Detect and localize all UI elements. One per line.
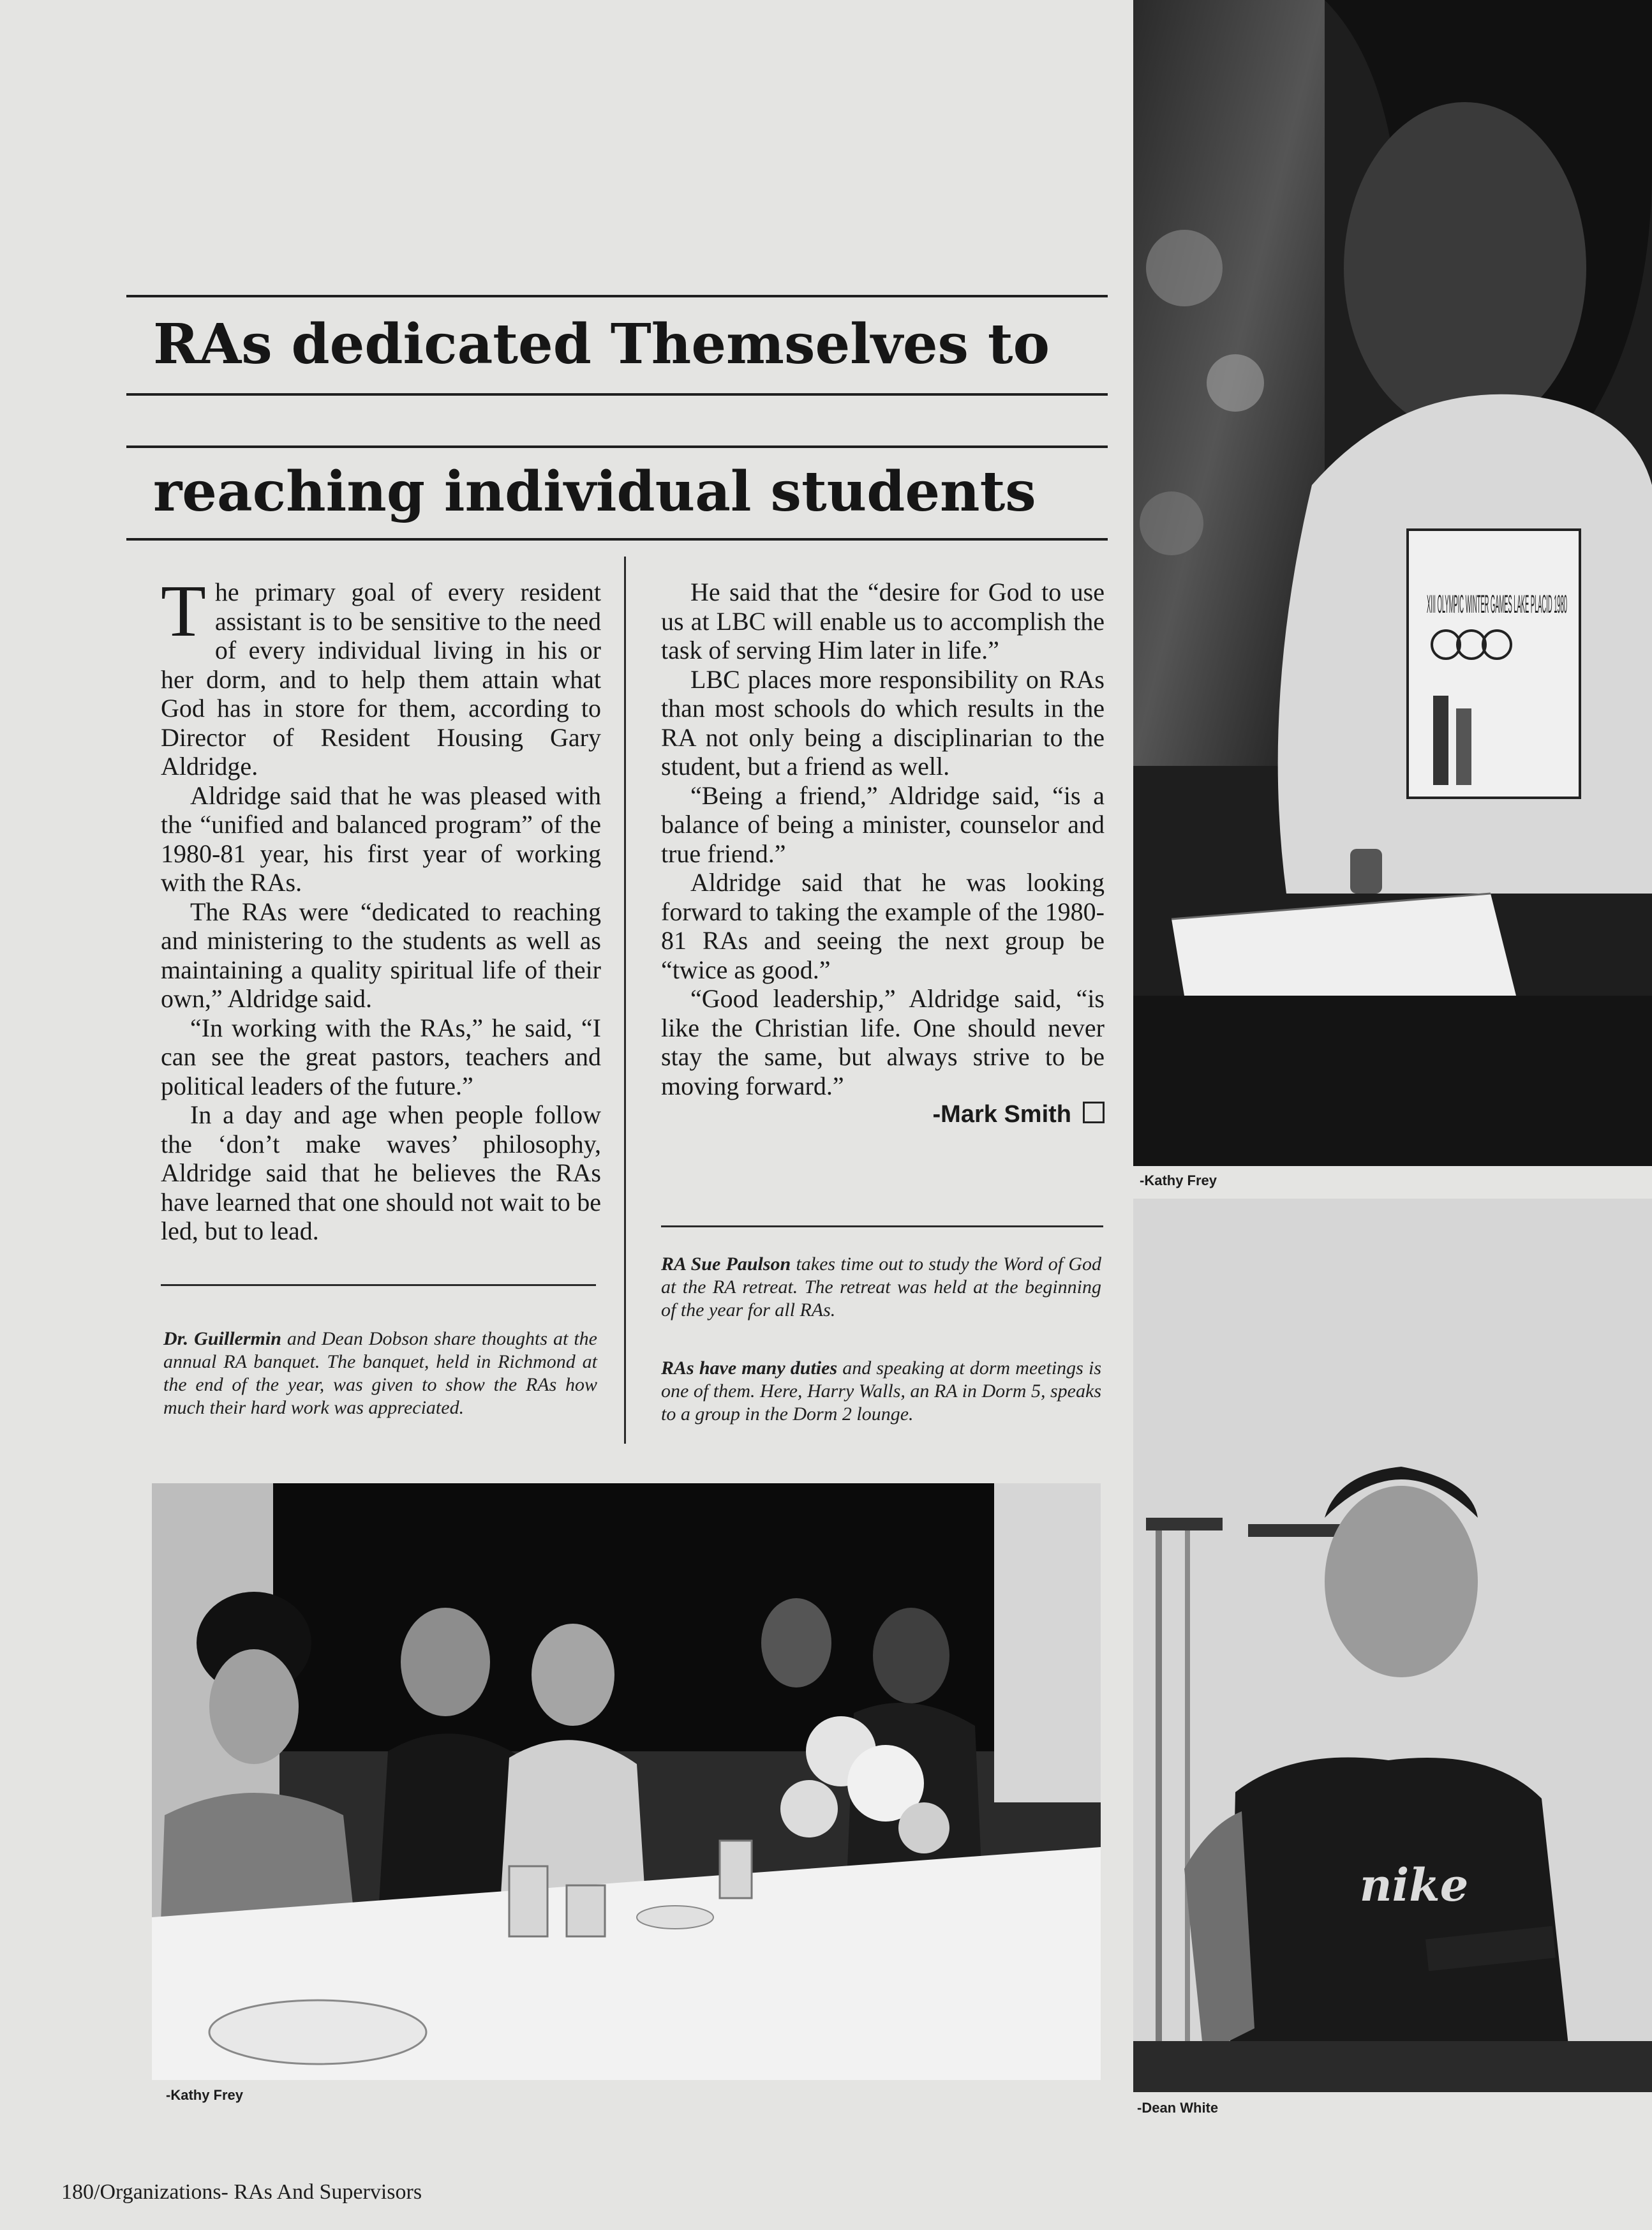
headline-rule-mid-1 (126, 393, 1108, 396)
caption-rule-right (661, 1225, 1103, 1227)
article-paragraph: Aldridge said that he was looking forward to taking the example of the 1980-81 RAs and seeing the next group be “twice as good.” (661, 868, 1105, 984)
article-paragraph: The primary goal of every resident assistant is to be sensitive to the need of every individual living in his or her dorm, and to help them attain what God has in store for them, according to Director of Resident Housing Gary Aldridge. (161, 571, 601, 781)
article-column-1 (161, 571, 601, 1246)
caption-paulson: RA Sue Paulson takes time out to study the Word of God at the RA retreat. The retreat was held at the beginning of the year for all RAs. (661, 1253, 1101, 1321)
shirt-logo: nike (1359, 1859, 1469, 1912)
article-paragraph: He said that the “desire for God to use us at LBC will enable us to accomplish the task of serving Him later in life.” (661, 578, 1105, 664)
drop-cap: T (161, 571, 206, 652)
photo-credit: -Kathy Frey (1140, 1172, 1217, 1188)
article-paragraph: Aldridge said that he was pleased with the “unified and balanced program” of the 1980-81 year, his first year of working with the RAs. (161, 781, 601, 897)
photo-credit: -Dean White (1137, 2100, 1219, 2116)
photo-credit: -Kathy Frey (166, 2087, 244, 2103)
article-paragraph: “Good leadership,” Aldridge said, “is like the Christian life. One should never stay the same, but always strive to be moving forward.” (661, 984, 1105, 1100)
caption-banquet: Dr. Guillermin and Dean Dobson share thoughts at the annual RA banquet. The banquet, held in Richmond at the end of the year, was given to show the RAs how much their hard work was appreciated. (163, 1328, 597, 1418)
caption-walls: RAs have many duties and speaking at dorm meetings is one of them. Here, Harry Walls, an RA in Dorm 5, speaks to a group in the Dorm 2 lounge. (661, 1358, 1101, 1425)
column-divider (624, 557, 626, 1444)
article-paragraph: The RAs were “dedicated to reaching and ministering to the students as well as maintaining a quality spiritual life of their own,” Aldridge said. (161, 897, 601, 1013)
article-paragraph: “Being a friend,” Aldridge said, “is a balance of being a minister, counselor and true friend.” (661, 781, 1105, 868)
headline-rule-mid-2 (126, 445, 1108, 448)
article-paragraph: “In working with the RAs,” he said, “I can see the great pastors, teachers and political leaders of the future.” (161, 1013, 601, 1100)
headline-rule-top (126, 295, 1108, 297)
shirt-text: XIII OLYMPIC WINTER GAMES LAKE PLACID 1980 (1427, 590, 1567, 618)
headline-line-1: RAs dedicated Themselves to (153, 312, 1050, 377)
headline-rule-bottom (126, 538, 1108, 541)
article-column-2 (661, 578, 1105, 1130)
photo-student-reading (1133, 0, 1652, 1166)
byline: -Mark Smith (661, 1100, 1105, 1130)
caption-rule-left (161, 1284, 596, 1286)
article-paragraph: In a day and age when people follow the ‘don’t make waves’ philosophy, Aldridge said that he believes the RAs have learned that one should not wait to be led, but to lead. (161, 1100, 601, 1245)
end-mark-icon (1083, 1102, 1105, 1123)
photo-ra-banquet (152, 1483, 1101, 2080)
photo-harry-walls (1133, 1199, 1652, 2092)
page-folio: 180/Organizations- RAs And Supervisors (61, 2180, 422, 2204)
headline-line-2: reaching individual students (153, 460, 1036, 524)
article-paragraph: LBC places more responsibility on RAs than most schools do which results in the RA not only being a disciplinarian to the student, but a friend as well. (661, 664, 1105, 781)
